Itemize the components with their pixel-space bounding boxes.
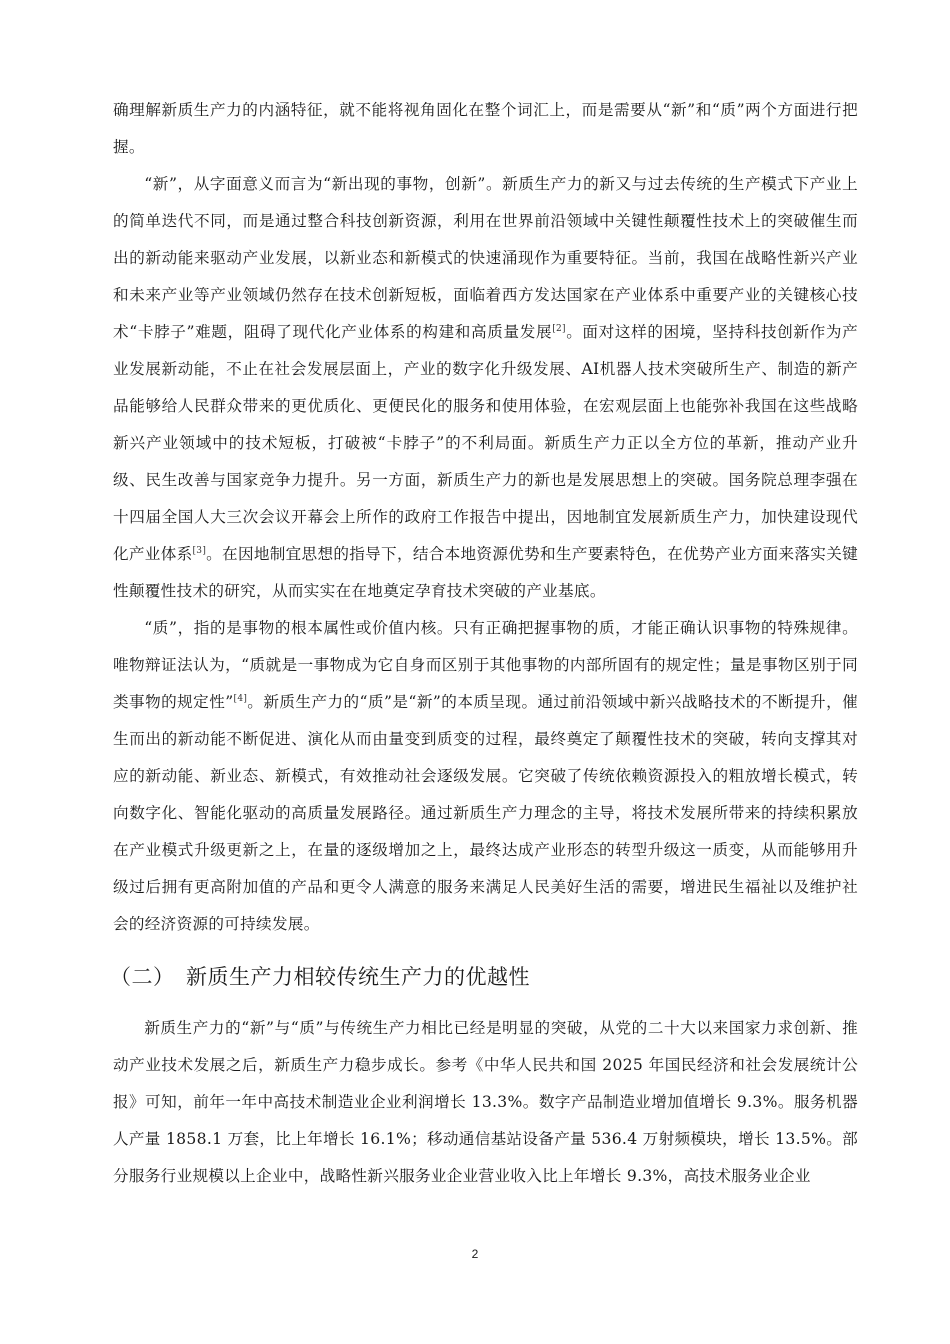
citation-3[interactable]: [3]	[192, 545, 207, 556]
paragraph-xin	[113, 166, 858, 610]
paragraph-xin-text-1: “新”，从字面意义而言为“新出现的事物，创新”。新质生产力的新又与过去传统的生产模式下产业上的简单迭代不同，而是通过整合科技创新资源，利用在世界前沿领域中关键性颠覆性技术上的突破催生而出的新动能来驱动产业发展，以新业态和新模式的快速涌现作为重要特征。当前，我国在战略性新兴产业和未来产业等产业领域仍然存在技术创新短板，面临着西方发达国家在产业体系中重要产业的关键核心技术“卡脖子”难题，阻碍了现代化产业体系的构建和高质量发展	[113, 175, 858, 341]
citation-2[interactable]: [2]	[552, 323, 566, 334]
paragraph-xin-text-2: 。面对这样的困境，坚持科技创新作为产业发展新动能，不止在社会发展层面上，产业的数字化升级发展、AI机器人技术突破所生产、制造的新产品能够给人民群众带来的更优质化、更便民化的服务和使用体验，在宏观层面上也能弥补我国在这些战略新兴产业领域中的技术短板，打破被“卡脖子”的不利局面。新质生产力正以全方位的革新，推动产业升级、民生改善与国家竞争力提升。另一方面，新质生产力的新也是发展思想上的突破。国务院总理李强在十四届全国人大三次会议开幕会上所作的政府工作报告中提出，因地制宜发展新质生产力，加快建设现代化产业体系	[113, 323, 858, 563]
paragraph-intro-continuation: 确理解新质生产力的内涵特征，就不能将视角固化在整个词汇上，而是需要从“新”和“质”两个方面进行把握。	[113, 101, 858, 156]
paragraph-advantages: 新质生产力的“新”与“质”与传统生产力相比已经是明显的突破，从党的二十大以来国家力求创新、推动产业技术发展之后，新质生产力稳步成长。参考《中华人民共和国 2025 年国民经济和社会发展统计公报》可知，前年一年中高技术制造业企业利润增长 13.3%。数字产品制造业增加值增长 9.3%。服务机器人产量 1858.1 万套，比上年增长 16.1%；移动通信基站设备产量 536.4 万射频模块，增长 13.5%。部分服务行业规模以上企业中，战略性新兴服务业企业营业收入比上年增长 9.3%，高技术服务业企业	[113, 1019, 858, 1185]
paragraph-zhi-text-1: “质”，指的是事物的根本属性或价值内核。只有正确把握事物的质，才能正确认识事物的特殊规律。唯物辩证法认为，“质就是一事物成为它自身而区别于其他事物的内部所固有的规定性；量是事物区别于同类事物的规定性”	[113, 619, 858, 711]
paragraph-zhi	[113, 610, 858, 943]
paragraph-xin-text-3: 。在因地制宜思想的指导下，结合本地资源优势和生产要素特色，在优势产业方面来落实关键性颠覆性技术的研究，从而实实在在地奠定孕育技术突破的产业基底。	[113, 545, 858, 600]
page-number: 2	[471, 1247, 479, 1261]
section-number: （二）	[110, 965, 175, 989]
section-title: 新质生产力相较传统生产力的优越性	[186, 965, 530, 989]
paragraph-zhi-text-2: 。新质生产力的“质”是“新”的本质呈现。通过前沿领域中新兴战略技术的不断提升，催生而出的新动能不断促进、演化从而由量变到质变的过程，最终奠定了颠覆性技术的突破，转向支撑其对应的新动能、新业态、新模式，有效推动社会逐级发展。它突破了传统依赖资源投入的粗放增长模式，转向数字化、智能化驱动的高质量发展路径。通过新质生产力理念的主导，将技术发展所带来的持续积累放在产业模式升级更新之上，在量的逐级增加之上，最终达成产业形态的转型升级这一质变，从而能够用升级过后拥有更高附加值的产品和更令人满意的服务来满足人民美好生活的需要，增进民生福祉以及维护社会的经济资源的可持续发展。	[113, 693, 859, 933]
page-content	[110, 92, 859, 1195]
section-heading	[110, 959, 858, 995]
citation-4[interactable]: [4]	[233, 693, 248, 704]
